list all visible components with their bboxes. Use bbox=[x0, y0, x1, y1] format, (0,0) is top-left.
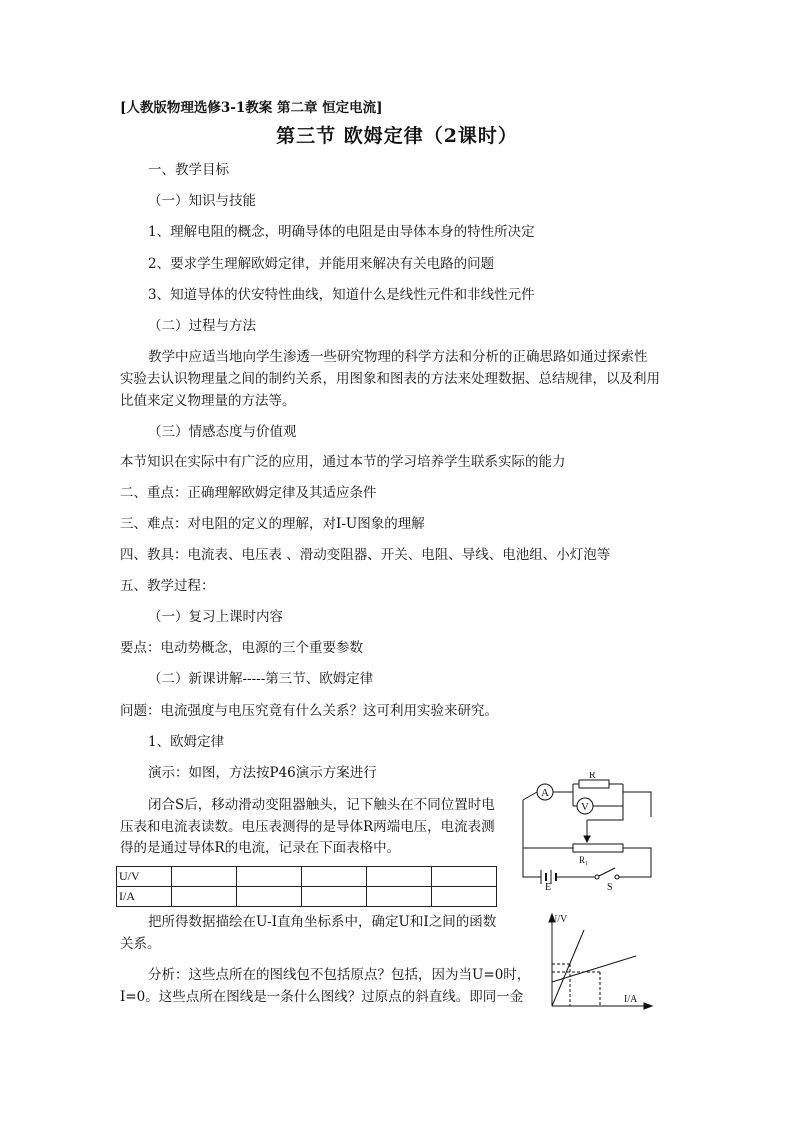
table-row-label: U/V bbox=[117, 867, 172, 887]
text-line: 三、难点：对电阻的定义的理解，对I-U图象的理解 bbox=[120, 516, 425, 532]
resistor bbox=[579, 780, 609, 788]
wire bbox=[523, 800, 541, 877]
text-line: 压表和电流表读数。电压表测得的是导体R两端电压，电流表测 bbox=[120, 819, 495, 835]
x-axis-label: I/A bbox=[624, 994, 638, 1005]
table-row bbox=[117, 887, 497, 907]
text-line: 五、教学过程： bbox=[120, 578, 215, 594]
switch-lever bbox=[599, 868, 615, 876]
rheostat bbox=[573, 844, 623, 852]
steep-line bbox=[552, 930, 584, 1006]
resistor-label: R bbox=[589, 772, 596, 781]
text-line: 3、知道导体的伏安特性曲线，知道什么是线性元件和非线性元件 bbox=[148, 287, 535, 303]
wire bbox=[593, 784, 623, 806]
table-row bbox=[117, 867, 497, 887]
subsection-heading: （一）知识与技能 bbox=[148, 193, 256, 209]
table-cell bbox=[302, 867, 367, 887]
subsection-heading: （三）情感态度与价值观 bbox=[148, 424, 297, 440]
rheostat-label: R₁ bbox=[579, 855, 589, 865]
table-cell bbox=[172, 867, 237, 887]
subsection-heading: （一）复习上课时内容 bbox=[148, 609, 283, 625]
page-title: 第三节 欧姆定律（2课时） bbox=[276, 125, 518, 147]
table-cell bbox=[367, 867, 432, 887]
text-line: 四、教具：电流表、电压表 、滑动变阻器、开关、电阻、导线、电池组、小灯泡等 bbox=[120, 547, 611, 563]
switch-contact bbox=[615, 875, 619, 879]
text-line: 演示：如图，方法按P46演示方案进行 bbox=[148, 765, 377, 781]
shallow-line bbox=[552, 956, 636, 982]
section-heading: 一、教学目标 bbox=[148, 162, 229, 178]
ammeter-label: A bbox=[541, 787, 549, 799]
table-cell bbox=[302, 887, 367, 907]
switch-label: S bbox=[607, 882, 613, 892]
table-cell bbox=[172, 887, 237, 907]
battery-label: E bbox=[545, 882, 552, 892]
x-axis-arrow bbox=[644, 1003, 652, 1009]
text-line: 要点：电动势概念，电源的三个重要参数 bbox=[120, 640, 363, 656]
text-line: 1、欧姆定律 bbox=[148, 734, 225, 750]
text-line: 二、重点：正确理解欧姆定律及其适应条件 bbox=[120, 485, 377, 501]
text-line: 2、要求学生理解欧姆定律，并能用来解决有关电路的问题 bbox=[148, 256, 495, 272]
voltmeter-label: V bbox=[581, 801, 589, 813]
wire bbox=[523, 792, 537, 800]
table-cell bbox=[237, 867, 302, 887]
table-cell bbox=[432, 887, 497, 907]
text-line: 教学中应适当地向学生渗透一些研究物理的科学方法和分析的正确思路如通过探索性 bbox=[148, 349, 648, 365]
subsection-heading: （二）过程与方法 bbox=[148, 318, 256, 334]
subsection-heading: （二）新课讲解-----第三节、欧姆定律 bbox=[148, 671, 374, 687]
switch-contact bbox=[595, 875, 599, 879]
text-line: 1、理解电阻的概念，明确导体的电阻是由导体本身的特性所决定 bbox=[148, 224, 535, 240]
text-line: 关系。 bbox=[120, 936, 161, 952]
y-axis-label: U/V bbox=[550, 914, 568, 925]
text-line: 本节知识在实际中有广泛的应用，通过本节的学习培养学生联系实际的能力 bbox=[120, 454, 566, 470]
text-line: 把所得数据描绘在U-I直角坐标系中，确定U和I之间的函数 bbox=[148, 914, 497, 930]
table-row-label: I/A bbox=[117, 887, 172, 907]
doc-header: [人教版物理选修3-1教案 第二章 恒定电流] bbox=[120, 100, 383, 116]
text-line: 得的是通过导体R的电流，记录在下面表格中。 bbox=[120, 840, 401, 856]
table-cell bbox=[237, 887, 302, 907]
wire bbox=[619, 848, 651, 877]
ui-graph bbox=[540, 910, 655, 1012]
table-cell bbox=[432, 867, 497, 887]
text-line: I=0。这些点所在图线是一条什么图线？过原点的斜直线。即同一金 bbox=[120, 989, 524, 1005]
circuit-diagram bbox=[515, 772, 665, 892]
text-line: 比值来定义物理量的方法等。 bbox=[120, 393, 296, 409]
data-table bbox=[116, 866, 497, 907]
table-cell bbox=[367, 887, 432, 907]
text-line: 分析：这些点所在的图线包不包括原点？包括，因为当U=0时， bbox=[148, 967, 531, 983]
text-line: 问题：电流强度与电压究竟有什么关系？这可利用实验来研究。 bbox=[120, 703, 498, 719]
wire bbox=[623, 792, 651, 817]
text-line: 实验去认识物理量之间的制约关系，用图象和图表的方法来处理数据、总结规律，以及利用 bbox=[120, 371, 660, 387]
text-line: 闭合S后，移动滑动变阻器触头，记下触头在不同位置时电 bbox=[148, 797, 495, 813]
slider-arrow bbox=[584, 836, 590, 842]
